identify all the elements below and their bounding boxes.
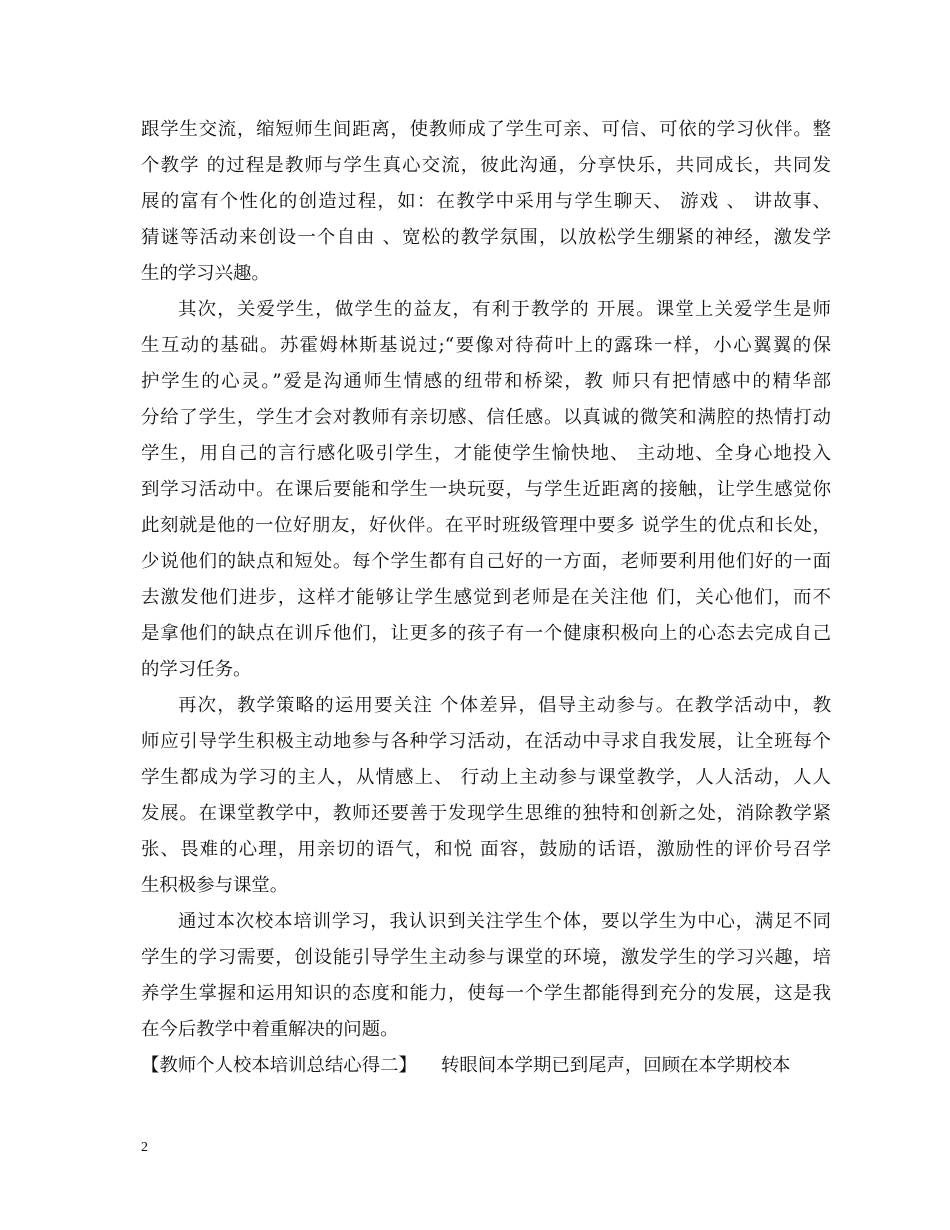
text-line: 学生，用自己的言行感化吸引学生，才能使学生愉快地、 主动地、全身心地投入 xyxy=(141,443,831,464)
text-line: 学生的学习需要，创设能引导学生主动参与课堂的环境，激发学生的学习兴趣，培 xyxy=(141,947,831,968)
text-line: 通过本次校本培训学习，我认识到关注学生个体，要以学生为中心，满足不同 xyxy=(178,911,831,932)
text-line: 猜谜等活动来创设一个自由 、宽松的教学氛围，以放松学生绷紧的神经，激发学 xyxy=(141,227,831,248)
text-line: 去激发他们进步，这样才能够让学生感觉到老师是在关注他 们，关心他们，而不 xyxy=(141,587,831,608)
text-line: 个教学 的过程是教师与学生真心交流，彼此沟通，分享快乐，共同成长，共同发 xyxy=(141,155,831,176)
body-text xyxy=(141,112,831,1084)
text-line: 少说他们的缺点和短处。每个学生都有自己好的一方面，老师要利用他们好的一面 xyxy=(141,551,831,572)
text-line: 生的学习兴趣。 xyxy=(141,263,270,284)
text-line: 学生都成为学习的主人，从情感上、 行动上主动参与课堂教学，人人活动，人人 xyxy=(141,767,831,788)
text-line: 生互动的基础。苏霍姆林斯基说过;“要像对待荷叶上的露珠一样，小心翼翼的保 xyxy=(141,335,831,356)
text-line: 生积极参与课堂。 xyxy=(141,875,289,896)
text-line: 师应引导学生积极主动地参与各种学习活动，在活动中寻求自我发展，让全班每个 xyxy=(141,731,831,752)
text-line: 的学习任务。 xyxy=(141,659,252,680)
text-line: 发展。在课堂教学中，教师还要善于发现学生思维的独特和创新之处，消除教学紧 xyxy=(141,803,831,824)
section-heading: 【教师个人校本培训总结心得二】 xyxy=(141,1055,417,1076)
text-line: 其次，关爱学生，做学生的益友，有利于教学的 开展。课堂上关爱学生是师 xyxy=(178,299,831,320)
text-line: 跟学生交流，缩短师生间距离，使教师成了学生可亲、可信、可依的学习伙伴。整 xyxy=(141,119,831,140)
heading-continuation-text: 转眼间本学期已到尾声，回顾在本学期校本 xyxy=(441,1055,791,1076)
text-line: 张、畏难的心理，用亲切的语气，和悦 面容，鼓励的话语，激励性的评价号召学 xyxy=(141,839,831,860)
text-line: 展的富有个性化的创造过程，如：在教学中采用与学生聊天、 游戏 、 讲故事、 xyxy=(141,191,831,212)
text-line: 再次，教学策略的运用要关注 个体差异，倡导主动参与。在教学活动中，教 xyxy=(178,695,831,716)
text-line: 分给了学生，学生才会对教师有亲切感、信任感。以真诚的微笑和满腔的热情打动 xyxy=(141,407,831,428)
text-line: 到学习活动中。在课后要能和学生一块玩耍，与学生近距离的接触，让学生感觉你 xyxy=(141,479,831,500)
text-line: 是拿他们的缺点在训斥他们，让更多的孩子有一个健康积极向上的心态去完成自己 xyxy=(141,623,831,644)
text-line: 养学生掌握和运用知识的态度和能力，使每一个学生都能得到充分的发展，这是我 xyxy=(141,983,831,1004)
text-line: 在今后教学中着重解决的问题。 xyxy=(141,1019,399,1040)
section-heading-line xyxy=(141,1048,831,1084)
text-line: 此刻就是他的一位好朋友，好伙伴。在平时班级管理中要多 说学生的优点和长处， xyxy=(141,515,831,536)
page-number: 2 xyxy=(141,1140,148,1155)
text-line: 护学生的心灵。”爱是沟通师生情感的纽带和桥梁，教 师只有把情感中的精华部 xyxy=(141,371,831,392)
